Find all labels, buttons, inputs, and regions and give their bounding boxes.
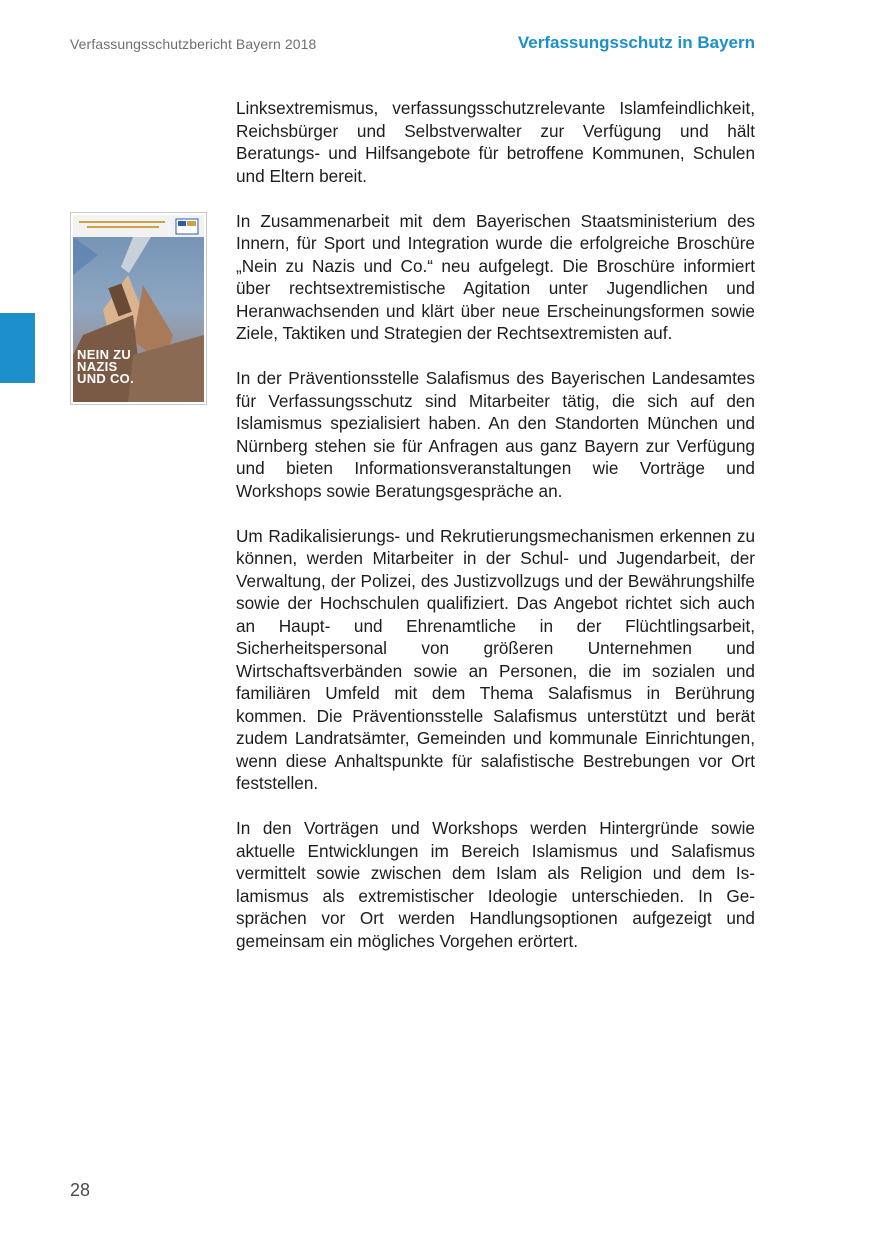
page-number: 28: [70, 1180, 91, 1200]
paragraph-3: In der Präventionsstelle Salafismus des Bayerischen Landesamtes für Verfassungsschutz sind Mitarbeiter tätig, die sich auf den Islamismus spezialisiert haben. An den Standorten München und Nürnberg stehen sie für Anfragen aus ganz Bayern zur Verfügung und bieten Informationsveranstaltungen wie Vorträge und Workshops sowie Beratungsgespräche an.: [236, 368, 755, 501]
running-header-section-title: Verfassungsschutz in Bayern: [517, 33, 755, 52]
paragraph-4: Um Radikalisierungs- und Rekrutierungsmechanismen erkennen zu können, werden Mitarbeiter in der Schul- und Jugendarbeit, der Verwaltung, der Polizei, des Justizvollzugs und der Bewährungshilfe sowie der Hochschulen qualifiziert. Das Angebot richtet sich auch an Haupt- und Ehrenamtliche in der Flüchtlingsarbeit, Sicherheitspersonal von größeren Unternehmen und Wirtschaftsverbänden sowie an Personen, die im sozialen und familiären Umfeld mit dem Thema Salafismus in Berührung kommen. Die Präventionsstelle Salafismus unterstützt und berät zudem Landratsämter, Gemeinden und kommunale Einrichtungen, wenn diese Anhaltspunkte für salafistische Bestrebungen vor Ort feststellen.: [236, 525, 755, 793]
brochure-cover-title: NEIN ZU NAZIS UND CO.: [77, 347, 134, 386]
paragraph-2: In Zusammenarbeit mit dem Bayerischen Staatsministerium des Innern, für Sport und Integration wurde die erfolgreiche Broschüre „Nein zu Nazis und Co.“ neu aufgelegt. Die Broschüre informiert über rechtsextremistische Agitation unter Jugendlichen und Heranwachsenden und klärt über neue Erscheinungsformen sowie Ziele, Taktiken und Strategien der Rechtsextremisten auf.: [236, 210, 755, 343]
paragraph-1: Linksextremismus, verfassungsschutzrelevante Islamfeindlichkeit, Reichsbürger und Selbstverwalter zur Verfügung und hält Beratungs- und Hilfsangebote für betroffene Kommunen, Schulen und Eltern bereit.: [236, 98, 755, 186]
paragraph-5: In den Vorträgen und Workshops werden Hintergründe sowie aktuelle Entwicklungen im Bereich Islamismus und Salafismus vermittelt sowie zwischen dem Islam als Religion und dem Islamismus als extremistischer Ideologie unterschieden. In Gesprächen vor Ort werden Handlungsoptionen aufgezeigt und gemeinsam ein mögliches Vorgehen erörtert.: [236, 818, 755, 951]
brochure-cover-image: [70, 212, 207, 405]
main-text-column: [236, 97, 755, 975]
running-header-left: Verfassungsschutzbericht Bayern 2018: [70, 36, 317, 52]
chapter-tab-marker: [0, 313, 35, 383]
